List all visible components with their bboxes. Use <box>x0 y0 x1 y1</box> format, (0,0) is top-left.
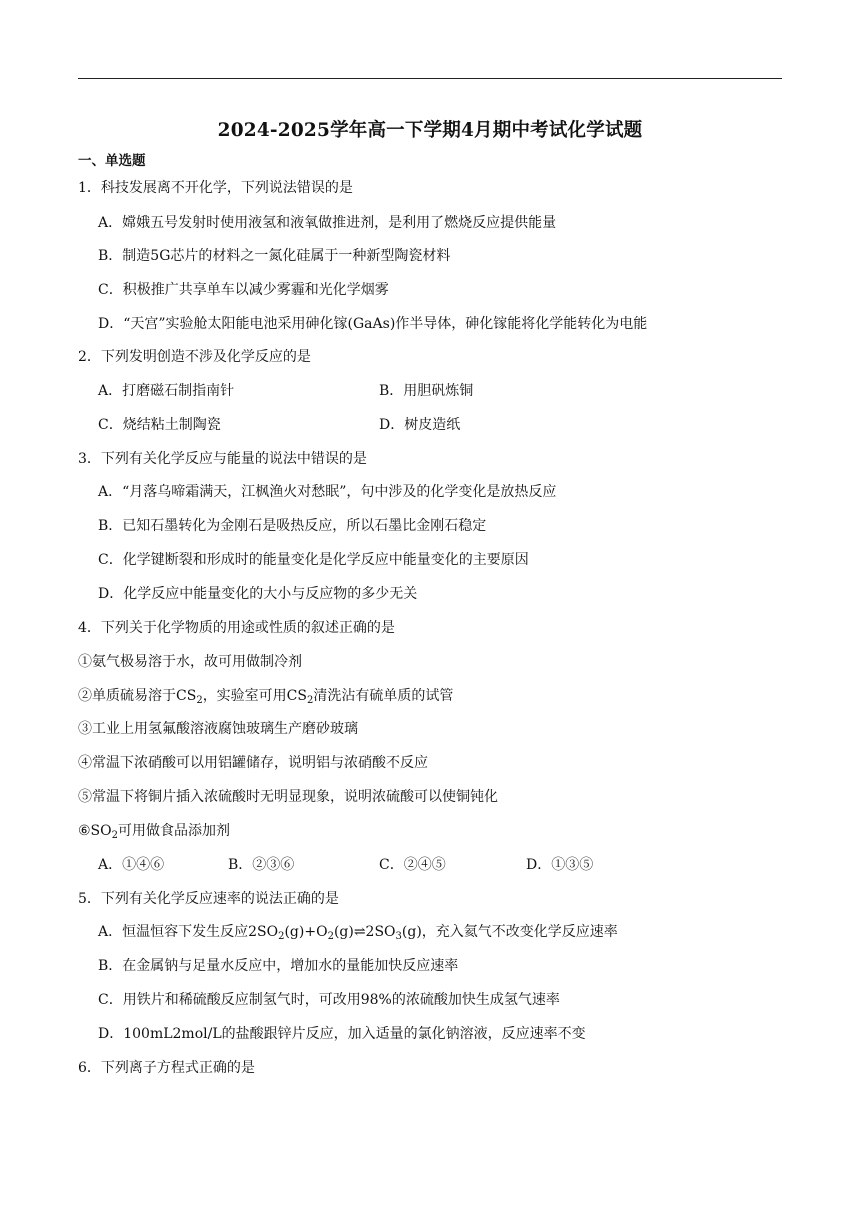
question-4-option-c: C．②④⑤ <box>379 857 446 873</box>
question-1-option-c: C．积极推广共享单车以减少雾霾和光化学烟雾 <box>98 282 389 298</box>
question-4-stem: 4．下列关于化学物质的用途或性质的叙述正确的是 <box>78 620 395 636</box>
question-1-stem: 1．科技发展离不开化学，下列说法错误的是 <box>78 180 353 196</box>
question-2-option-b: B．用胆矾炼铜 <box>379 383 474 399</box>
question-4-statement-5: ⑤常温下将铜片插入浓硫酸时无明显现象，说明浓硫酸可以使铜钝化 <box>78 789 498 805</box>
question-4-statement-3: ③工业上用氢氟酸溶液腐蚀玻璃生产磨砂玻璃 <box>78 721 358 737</box>
question-2-option-c: C．烧结粘土制陶瓷 <box>98 417 221 433</box>
question-4-option-d: D．①③⑤ <box>526 857 594 873</box>
question-5-option-d: D．100mL2mol/L的盐酸跟锌片反应，加入适量的氯化钠溶液，反应速率不变 <box>98 1026 586 1042</box>
question-3-option-c: C．化学键断裂和形成时的能量变化是化学反应中能量变化的主要原因 <box>98 552 529 568</box>
question-1-option-a: A．嫦娥五号发射时使用液氢和液氧做推进剂，是利用了燃烧反应提供能量 <box>98 215 557 231</box>
question-4-option-b: B．②③⑥ <box>228 857 295 873</box>
question-6-stem: 6．下列离子方程式正确的是 <box>78 1060 255 1076</box>
question-2-stem: 2．下列发明创造不涉及化学反应的是 <box>78 349 311 365</box>
question-4-statement-6: $⑥SO_2$可用做食品添加剂 <box>78 823 230 841</box>
question-2-option-d: D．树皮造纸 <box>379 417 461 433</box>
question-3-option-b: B．已知石墨转化为金刚石是吸热反应，所以石墨比金刚石稳定 <box>98 518 487 534</box>
question-1-option-b: B．制造5G芯片的材料之一氮化硅属于一种新型陶瓷材料 <box>98 248 451 264</box>
question-3-option-d: D．化学反应中能量变化的大小与反应物的多少无关 <box>98 586 418 602</box>
question-4-statement-1: ①氨气极易溶于水，故可用做制冷剂 <box>78 654 302 670</box>
document-title: 2024-2025学年高一下学期4月期中考试化学试题 <box>217 120 643 141</box>
question-5-option-b: B．在金属钠与足量水反应中，增加水的量能加快反应速率 <box>98 958 459 974</box>
question-4-statement-4: ④常温下浓硝酸可以用铝罐储存，说明铝与浓硝酸不反应 <box>78 755 428 771</box>
question-5-option-c: C．用铁片和稀硫酸反应制氢气时，可改用98%的浓硫酸加快生成氢气速率 <box>98 992 560 1008</box>
question-5-stem: 5．下列有关化学反应速率的说法正确的是 <box>78 891 339 907</box>
question-4-statement-2: ②单质硫易溶于$CS_2$，实验室可用$CS_2$清洗沾有硫单质的试管 <box>78 688 454 706</box>
section-heading: 一、单选题 <box>78 153 146 169</box>
question-3-stem: 3．下列有关化学反应与能量的说法中错误的是 <box>78 451 367 467</box>
question-2-option-a: A．打磨磁石制指南针 <box>98 383 235 399</box>
question-3-option-a: A．“月落乌啼霜满天，江枫渔火对愁眠”，句中涉及的化学变化是放热反应 <box>98 484 557 500</box>
question-1-option-d: D．“天宫”实验舱太阳能电池采用砷化镓(GaAs)作半导体，砷化镓能将化学能转化为电能 <box>98 316 648 332</box>
header-rule <box>78 78 782 79</box>
question-4-option-a: A．①④⑥ <box>98 857 165 873</box>
question-5-option-a: A．恒温恒容下发生反应$2SO_2(g)+O_2(g)\rightleftharpoons 2SO_3(g)$，充入氦气不改变化学反应速率 <box>98 924 618 942</box>
